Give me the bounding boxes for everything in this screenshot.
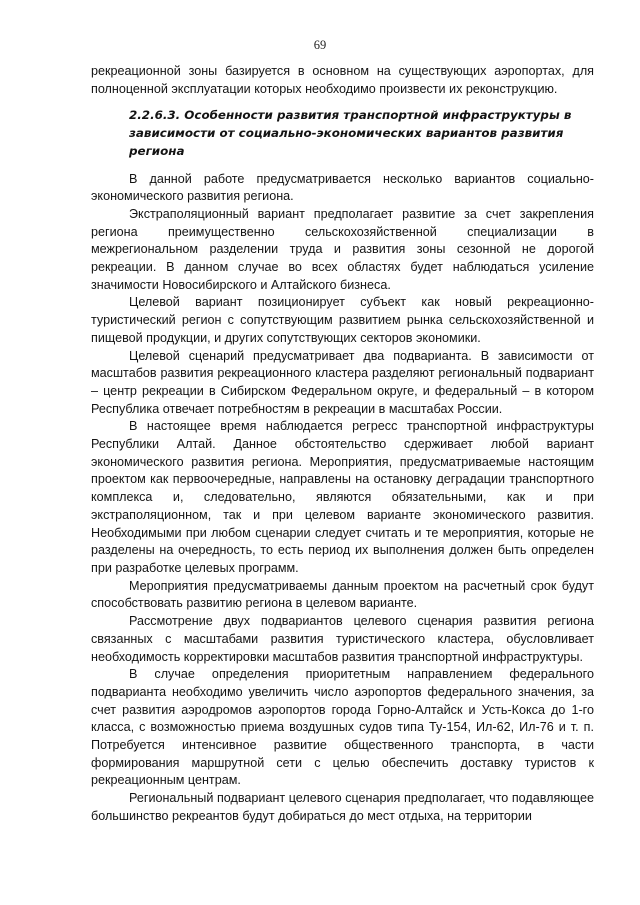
lead-paragraph: рекреационной зоны базируется в основном на существующих аэропортах, для полноценной эксплуатации которых необходимо произвести их реконструкцию. (91, 64, 594, 96)
paragraph-8: В случае определения приоритетным направлением федерального подварианта необходимо увеличить число аэропортов федерального значения, за счет развития аэродромов аэропортов города Горно-Алтайск и Усть-Кокса до 1-го класса, с возможностью приема воздушных судов типа Ту-154, Ил-62, Ил-76 и т. п. Потребуется интенсивное развитие общественного транспорта, в части формирования маршрутной сети с целью обеспечить доставку туристов к рекреационным центрам. (91, 667, 594, 788)
paragraph-9: Региональный подвариант целевого сценария предполагает, что подавляющее большинство рекреантов будут добираться до мест отдыха, на территории (91, 791, 594, 823)
paragraph-3: Целевой вариант позиционирует субъект как новый рекреационно-туристический регион с сопутствующим развитием рынка сельскохозяйственной и пищевой продукции, и других сопутствующих секторов экономики. (91, 295, 594, 345)
page-body (91, 63, 594, 826)
section-heading: 2.2.6.3. Особенности развития транспортной инфраструктуры в зависимости от социально-экономических вариантов развития региона (129, 108, 572, 158)
paragraph-7: Рассмотрение двух подвариантов целевого сценария развития региона связанных с масштабами развития туристического кластера, обусловливает необходимость корректировки масштабов развития транспортной инфраструктуры. (91, 614, 594, 664)
page-number: 69 (313, 38, 327, 52)
paragraph-5: В настоящее время наблюдается регресс транспортной инфраструктуры Республики Алтай. Данное обстоятельство сдерживает любой вариант экономического развития региона. Мероприятия, предусматриваемые настоящим проектом как первоочередные, направлены на остановку деградации транспортного комплекса и, следовательно, являются обязательными, как и при экстраполяционном, так и при целевом варианте экономического развития. Необходимыми при любом сценарии следует считать и те мероприятия, которые не разделены на очередность, то есть период их выполнения должен быть определен при разработке целевых программ. (91, 419, 594, 575)
paragraph-2: Экстраполяционный вариант предполагает развитие за счет закрепления региона преимущественно сельскохозяйственной специализации в межрегиональном разделении труда и развития зоны сезонной не дорогой рекреации. В данном случае во всех областях будет наблюдаться усиление значимости Новосибирского и Алтайского бизнеса. (91, 206, 594, 292)
paragraph-1: В данной работе предусматривается несколько вариантов социально-экономического развития региона. (91, 171, 594, 204)
paragraph-6: Мероприятия предусматриваемы данным проектом на расчетный срок будут способствовать развитию региона в целевом варианте. (91, 578, 594, 611)
paragraph-4: Целевой сценарий предусматривает два подварианта. В зависимости от масштабов развития рекреационного кластера разделяют региональный подвариант – центр рекреации в Сибирском Федеральном округе, и федеральный – в котором Республика отвечает потребностям в рекреации в масштабах России. (91, 348, 594, 416)
